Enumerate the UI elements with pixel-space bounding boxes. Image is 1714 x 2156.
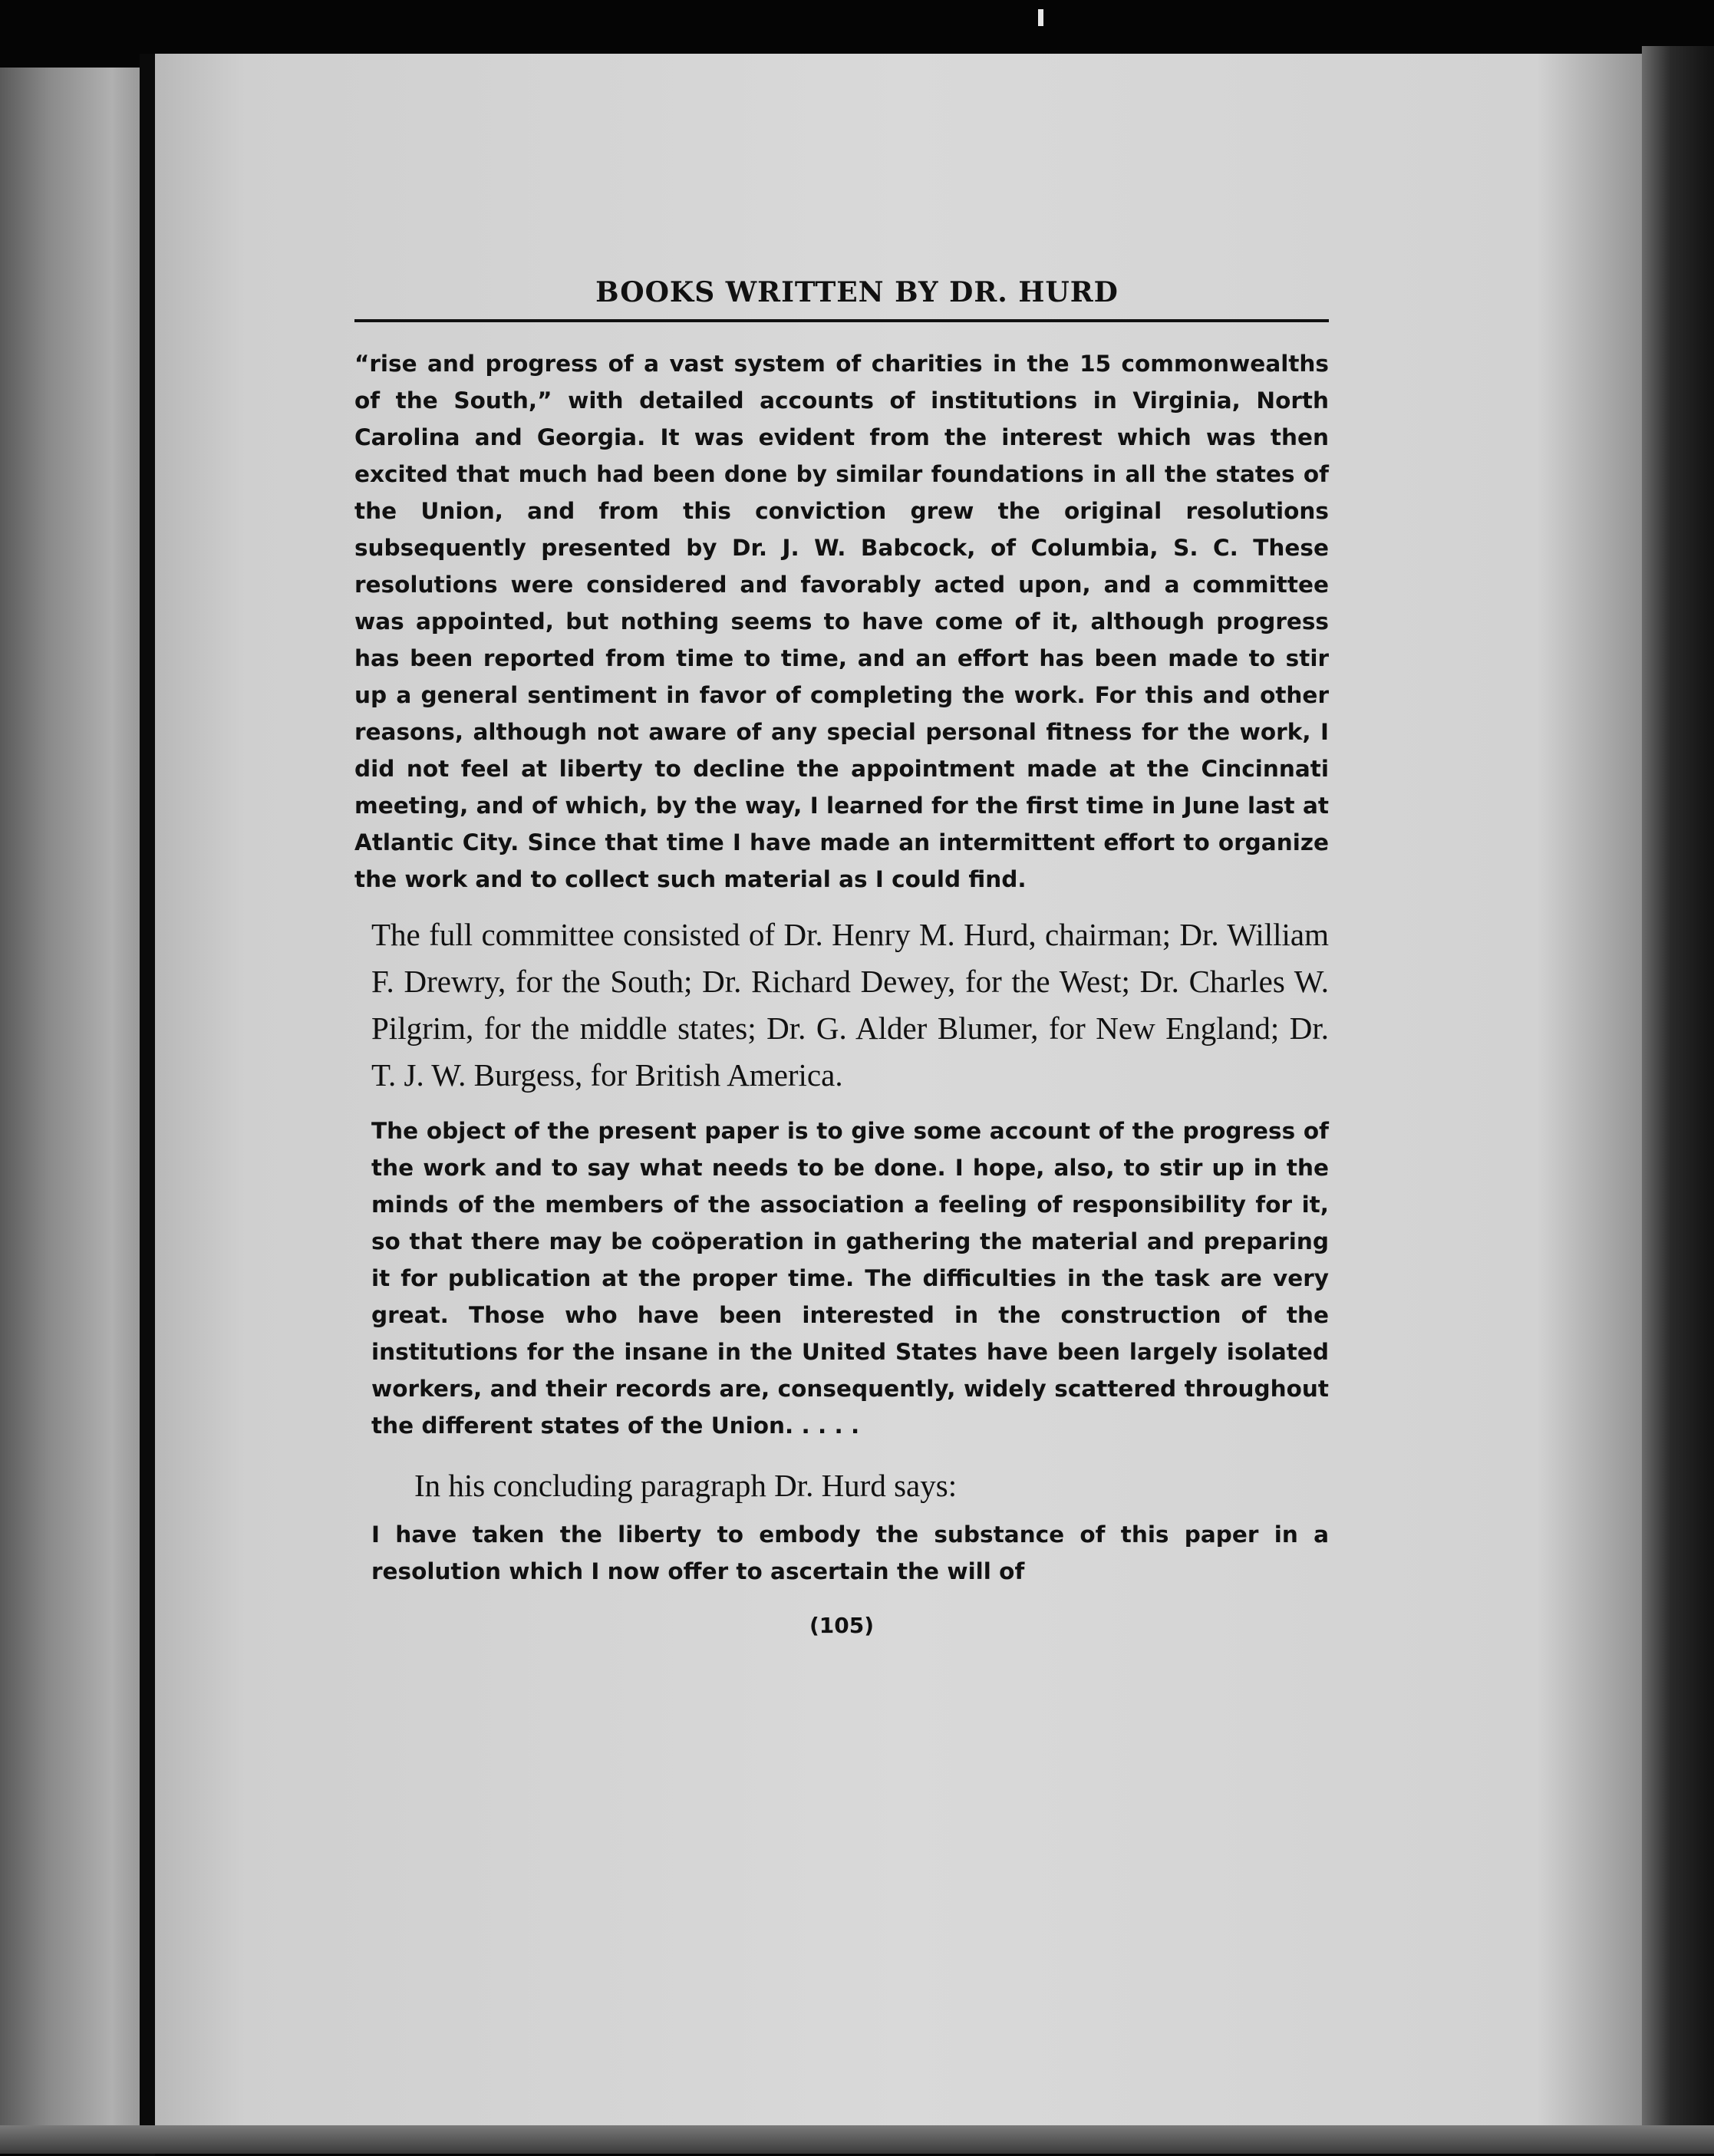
header-rule (354, 319, 1329, 322)
committee-paragraph: The full committee consisted of Dr. Henry M. Hurd, chairman; Dr. William F. Drewry, for the South; Dr. Richard Dewey, for the West; Dr. Charles W. Pilgrim, for the middle states; Dr. G. Alder Blumer, for New England; Dr. T. J. W. Burgess, for British America. (371, 917, 1329, 1093)
right-binding-edge (1642, 46, 1714, 2154)
scan-mark (1038, 9, 1043, 26)
concluding-intro: In his concluding paragraph Dr. Hurd says: (414, 1468, 958, 1503)
book-gutter (140, 54, 155, 2156)
left-page-edge (0, 68, 140, 2139)
quoted-paragraph-2: The object of the present paper is to give some account of the progress of the work and to say what needs to be done. I hope, also, to stir up in the minds of the members of the association a feeling of responsibility for it, so that there may be coöperation in gathering the material and preparing it for publication at the proper time. The difficulties in the task are very great. Those who have been interested in the construction of the institutions for the insane in the United States have been largely isolated workers, and their records are, consequently, widely scattered throughout the different states of the Union. . . . . (371, 1118, 1329, 1439)
quoted-paragraph-1: “rise and progress of a vast system of charities in the 15 commonwealths of the South,” with detailed accounts of institutions in Virginia, North Carolina and Georgia. It was evident from the interest which was then excited that much had been done by similar foundations in all the states of the Union, and from this conviction grew the original resolutions subsequently presented by Dr. J. W. Babcock, of Columbia, S. C. These resolutions were considered and favorably acted upon, and a committee was appointed, but nothing seems to have come of it, although progress has been reported from time to time, and an effort has been made to stir up a general sentiment in favor of completing the work. For this and other reasons, although not aware of any special personal fitness for the work, I did not feel at liberty to decline the appointment made at the Cincinnati meeting, and of which, by the way, I learned for the first time in June last at Atlantic City. Since that time I have made an intermittent effort to organize the work and to collect such material as I could find. (354, 351, 1329, 892)
page-content (354, 276, 1329, 1638)
page-number: (105) (809, 1613, 875, 1638)
running-header: BOOKS WRITTEN BY DR. HURD (595, 276, 1119, 308)
quoted-paragraph-3: I have taken the liberty to embody the substance of this paper in a resolution which I now offer to ascertain the will of (371, 1521, 1329, 1584)
bottom-page-edge (0, 2125, 1714, 2154)
